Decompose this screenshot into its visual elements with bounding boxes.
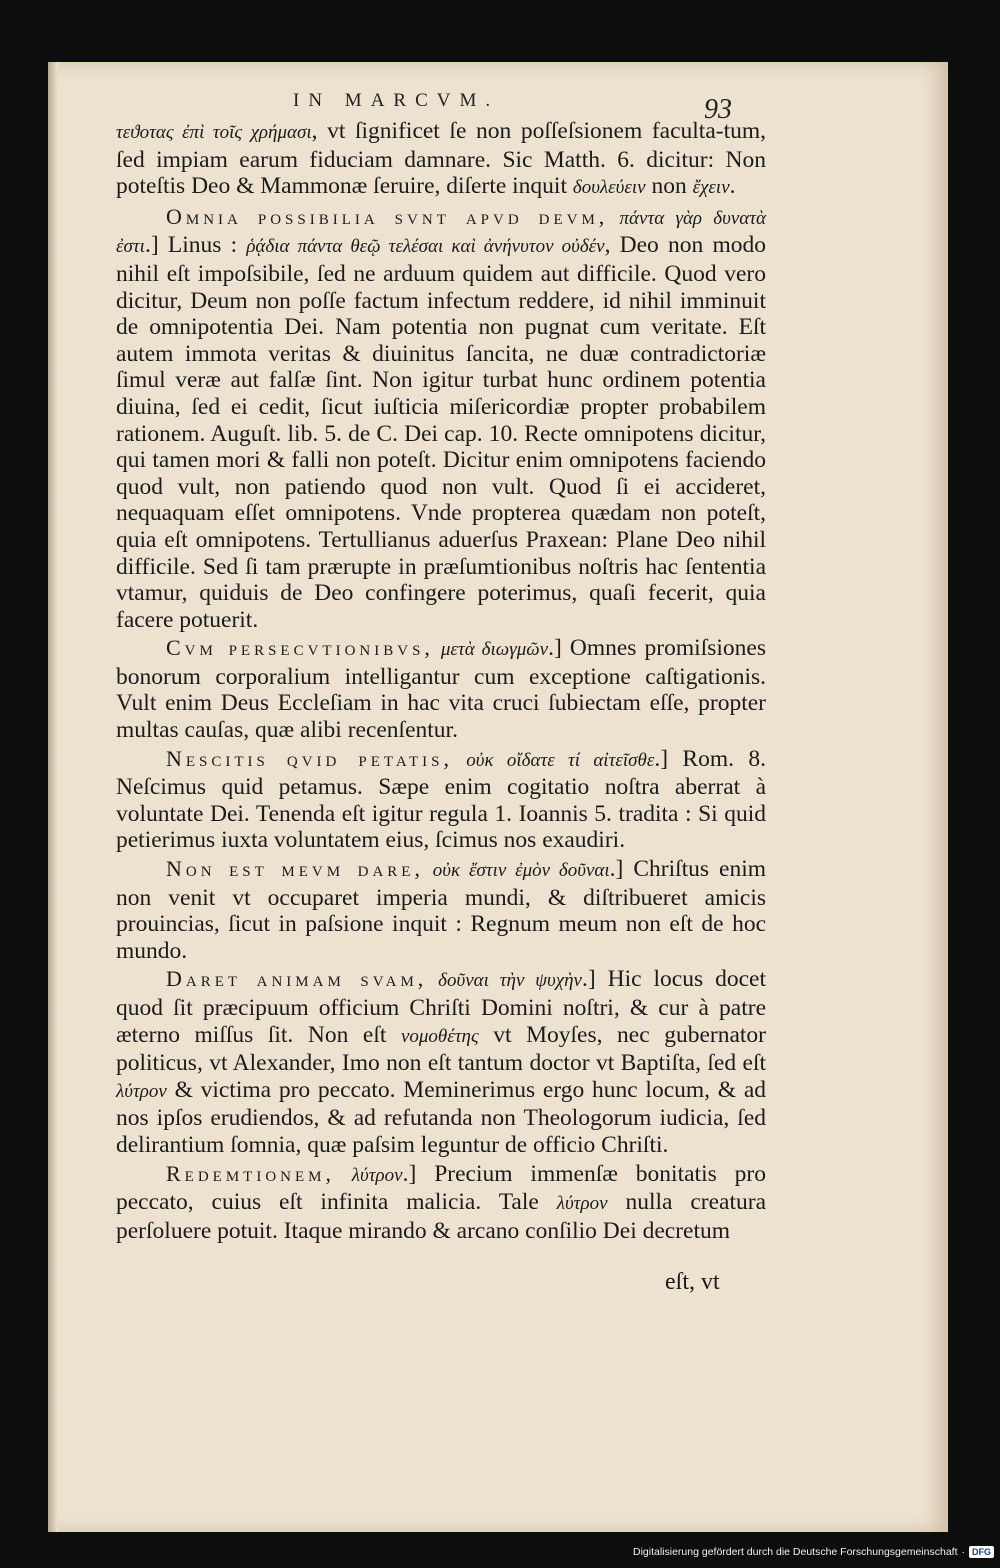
catchword: eſt, vt	[665, 1269, 720, 1295]
latin-text: non	[645, 173, 693, 200]
greek-text: μετὰ διωγμῶν	[433, 639, 549, 661]
dfg-logo-icon: DFG	[969, 1546, 994, 1558]
page-gutter	[48, 62, 58, 1532]
latin-text: , Deo non modo nihil eſt impoſsibile, ſed ne arduum quidem aut difficile. Quod vero dicitur, Deum non poſſe factum infectum reddere, id nihil imminuit de omnipotentia Dei. Nam potentia non pugnat cum veritate. Eſt autem immota veritas & diuinitus ſancita, ne duæ contradictoriæ ſimul veræ aut falſæ ſint. Non igitur turbat hunc ordinem potentia diuina, ſed ei cedit, ſicut iuſticia miſericordiæ propter probabilem rationem. Auguſt. lib. 5. de C. Dei cap. 10. Recte omnipotens dicitur, qui tamen mori & falli non poteſt. Dicitur enim omnipotens faciendo quod vult, non patiendo quod non vult. Quod ſi ei accideret, nequaquam eſſet omnipotens. Vnde propterea quædam non poteſt, quia eſt omnipotens. Tertullianus aduerſus Praxean: Plane Deo nihil difficile. Sed ſi tam prærupte in præſumtionibus noſtris hac ſententia vtamur, quiduis de Deo confingere poterimus, quaſi fecerit, quia facere potuerit.	[116, 232, 766, 633]
greek-text: λύτρον	[556, 1193, 608, 1215]
latin-text: nulla creatura perſoluere potuit. Itaque mirando & arcano conſilio Dei decretum	[116, 1189, 766, 1244]
lemma: Non est mevm dare,	[166, 856, 424, 882]
greek-text: πάντα γὰρ δυνατὰ ἐστι	[116, 207, 766, 258]
page-number: 93	[704, 94, 732, 125]
running-title: IN MARCVM.	[293, 90, 500, 111]
latin-text: .] Hic locus docet quod ſit præcipuum officium Chriſti Domini noſtri, & cur à patre æterno miſſus ſit. Non eſt	[116, 966, 766, 1048]
paragraph	[116, 118, 766, 202]
greek-text: ῥᾴδια πάντα θεῷ τελέσαι καὶ ἀνήνυτον οὐδέν	[246, 236, 605, 258]
greek-text: νομοθέτης	[400, 1025, 479, 1047]
latin-text: .] Linus :	[144, 232, 247, 259]
latin-text: vt Moyſes, nec gubernator politicus, vt Alexander, Imo non eſt tantum doctor vt Baptiſta, ſed eſt	[116, 1021, 766, 1077]
body-text	[116, 118, 766, 1244]
latin-text: .] Precium immenſæ bonitatis pro peccato, cuius eſt infinita malicia. Tale	[116, 1160, 766, 1216]
paragraph	[116, 635, 766, 743]
separator: ·	[961, 1546, 965, 1558]
lemma: Daret animam svam,	[166, 966, 428, 992]
footer-credit	[633, 1546, 994, 1558]
latin-text: .] Omnes promiſsiones bonorum corporalium intelligantur cum exceptione caſtigationis. Vult enim Deus Eccleſiam in hac vita cruci ſubiectam eſſe, propter multas cauſas, quæ alibi recenſentur.	[116, 635, 766, 744]
latin-text: & victima pro peccato. Meminerimus ergo hunc locum, & ad nos ipſos erudiendos, & ad refutanda non Theologorum iudicia, ſed delirantium ſomnia, quæ paſsim leguntur de officio Chriſti.	[116, 1076, 766, 1158]
paragraph	[116, 1161, 766, 1245]
lemma: Nescitis qvid petatis,	[166, 745, 454, 771]
latin-text: .] Chriſtus enim non venit vt occuparet imperia mundi, & diſtribueret amicis prouincias, ſicut in paſsione inquit : Regnum meum non eſt de hoc mundo.	[116, 856, 766, 964]
lemma: Redemtionem,	[166, 1160, 335, 1186]
greek-text: οὐκ ἔστιν ἐμὸν δοῦναι	[423, 860, 610, 882]
latin-text: .] Rom. 8. Neſcimus quid petamus. Sæpe enim cogitatio noſtra aberrat à voluntate Dei. Tenenda eſt igitur regula 1. Ioannis 5. tradita : Si quid petierimus iuxta voluntatem eius, ſcimus nos exaudiri.	[116, 745, 766, 854]
paragraph	[116, 204, 766, 634]
paragraph	[116, 966, 766, 1158]
greek-text: οὐκ οἴδατε τί αἰτεῖσθε	[453, 749, 655, 771]
greek-text: τεϑοτας ἐπὶ τοῖς χρήμασι	[116, 122, 312, 143]
greek-text: λύτρον	[335, 1164, 403, 1186]
greek-text: δοῦναι τὴν ψυχὴν	[427, 970, 582, 992]
latin-text: , vt ſignificet ſe non poſſeſsionem faculta-tum, ſed impiam earum fiduciam damnare. Sic Matth. 6. dicitur: Non poteſtis Deo & Mammonæ ſeruire, diſerte inquit	[116, 118, 767, 200]
paragraph	[116, 746, 766, 854]
greek-text: λύτρον	[116, 1080, 167, 1102]
greek-text: δουλεύειν	[572, 177, 646, 199]
paragraph	[116, 856, 766, 964]
book-page	[48, 62, 948, 1532]
lemma: Omnia possibilia svnt apvd devm,	[166, 203, 609, 229]
greek-text: ἔχειν	[692, 177, 730, 199]
footer-credit-text: Digitalisierung gefördert durch die Deutsche Forschungsgemeinschaft	[632, 1546, 958, 1558]
lemma: Cvm persecvtionibvs,	[166, 635, 434, 661]
latin-text: .	[729, 173, 736, 200]
